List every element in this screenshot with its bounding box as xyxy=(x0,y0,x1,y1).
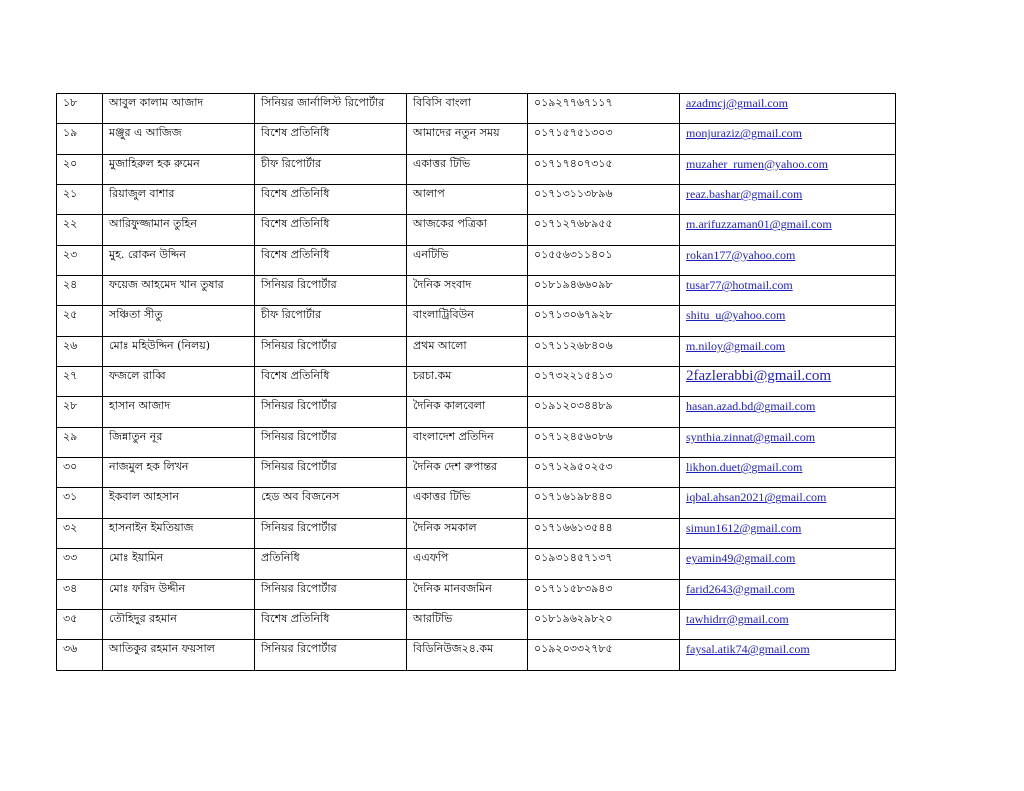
name-cell: নাজমুল হক লিখন xyxy=(103,458,255,488)
phone-cell: ০১৭১৭৪০৭৩১৫ xyxy=(528,154,680,184)
serial-cell: ৩১ xyxy=(57,488,103,518)
organization-cell: দৈনিক মানবজমিন xyxy=(407,579,528,609)
serial-cell: ২৭ xyxy=(57,367,103,397)
email-cell xyxy=(680,94,896,124)
serial-cell: ২১ xyxy=(57,185,103,215)
serial-cell: ৩৫ xyxy=(57,609,103,639)
email-link[interactable]: monjuraziz@gmail.com xyxy=(686,126,803,141)
contact-table xyxy=(56,93,896,671)
designation-cell: চীফ রিপোর্টার xyxy=(255,306,407,336)
email-cell xyxy=(680,518,896,548)
name-cell: ফজলে রাব্বি xyxy=(103,367,255,397)
phone-cell: ০১৭৩২২১৫৪১৩ xyxy=(528,367,680,397)
email-cell xyxy=(680,154,896,184)
email-cell xyxy=(680,427,896,457)
phone-cell: ০১৭১৬১৯৮৪৪০ xyxy=(528,488,680,518)
phone-cell: ০১৭১৩০৬৭৯২৮ xyxy=(528,306,680,336)
designation-cell: বিশেষ প্রতিনিধি xyxy=(255,124,407,154)
email-link[interactable]: tusar77@hotmail.com xyxy=(686,278,793,293)
name-cell: আবুল কালাম আজাদ xyxy=(103,94,255,124)
email-cell xyxy=(680,336,896,366)
phone-cell: ০১৫৫৬৩১১৪০১ xyxy=(528,245,680,275)
email-link[interactable]: farid2643@gmail.com xyxy=(686,581,795,596)
name-cell: ইকবাল আহসান xyxy=(103,488,255,518)
table-row xyxy=(57,245,896,275)
serial-cell: ৩৪ xyxy=(57,579,103,609)
phone-cell: ০১৭১২৯৫০২৫৩ xyxy=(528,458,680,488)
organization-cell: প্রথম আলো xyxy=(407,336,528,366)
email-link[interactable]: hasan.azad.bd@gmail.com xyxy=(686,399,816,414)
name-cell: মুজাহিরুল হক রুমেন xyxy=(103,154,255,184)
table-row xyxy=(57,579,896,609)
serial-cell: ২৮ xyxy=(57,397,103,427)
serial-cell: ২০ xyxy=(57,154,103,184)
email-link[interactable]: faysal.atik74@gmail.com xyxy=(686,642,810,657)
designation-cell: হেড অব বিজনেস xyxy=(255,488,407,518)
email-link[interactable]: azadmcj@gmail.com xyxy=(686,96,789,110)
table-row xyxy=(57,94,896,124)
email-cell xyxy=(680,367,896,397)
serial-cell: ২৪ xyxy=(57,276,103,306)
serial-cell: ২৩ xyxy=(57,245,103,275)
email-cell xyxy=(680,488,896,518)
serial-cell: ৩২ xyxy=(57,518,103,548)
contact-table-wrapper xyxy=(56,93,896,671)
organization-cell: বিডিনিউজ২৪.কম xyxy=(407,640,528,670)
phone-cell: ০১৭১৬৬১৩৫৪৪ xyxy=(528,518,680,548)
name-cell: ফয়েজ আহমেদ খান তুষার xyxy=(103,276,255,306)
email-link[interactable]: muzaher_rumen@yahoo.com xyxy=(686,156,829,171)
table-row xyxy=(57,549,896,579)
table-row xyxy=(57,458,896,488)
email-link[interactable]: shitu_u@yahoo.com xyxy=(686,308,786,323)
name-cell: মঞ্জুর এ আজিজ xyxy=(103,124,255,154)
phone-cell: ০১৭১২৪৫৬০৮৬ xyxy=(528,427,680,457)
email-cell xyxy=(680,397,896,427)
phone-cell: ০১৭১৩১১৩৮৯৬ xyxy=(528,185,680,215)
email-cell xyxy=(680,458,896,488)
organization-cell: এনটিভি xyxy=(407,245,528,275)
table-row xyxy=(57,276,896,306)
name-cell: আরিফুজ্জামান তুহিন xyxy=(103,215,255,245)
designation-cell: বিশেষ প্রতিনিধি xyxy=(255,609,407,639)
phone-cell: ০১৯৩১৪৫৭১৩৭ xyxy=(528,549,680,579)
table-row xyxy=(57,427,896,457)
designation-cell: চীফ রিপোর্টার xyxy=(255,154,407,184)
email-cell xyxy=(680,549,896,579)
phone-cell: ০১৭১১৫৮৩৯৪৩ xyxy=(528,579,680,609)
organization-cell: বাংলাট্রিবিউন xyxy=(407,306,528,336)
phone-cell: ০১৯১২০৩৪৪৮৯ xyxy=(528,397,680,427)
name-cell: মোঃ ফরিদ উদ্দীন xyxy=(103,579,255,609)
organization-cell: আজকের পত্রিকা xyxy=(407,215,528,245)
email-link[interactable]: eyamin49@gmail.com xyxy=(686,551,796,566)
email-cell xyxy=(680,245,896,275)
serial-cell: ৩০ xyxy=(57,458,103,488)
email-cell xyxy=(680,306,896,336)
serial-cell: ১৯ xyxy=(57,124,103,154)
email-cell xyxy=(680,579,896,609)
table-row xyxy=(57,185,896,215)
email-link[interactable]: tawhidrr@gmail.com xyxy=(686,611,789,626)
serial-cell: ৩৩ xyxy=(57,549,103,579)
email-link[interactable]: likhon.duet@gmail.com xyxy=(686,460,803,475)
table-row xyxy=(57,154,896,184)
phone-cell: ০১৭১১২৬৮৪০৬ xyxy=(528,336,680,366)
phone-cell: ০১৭১২৭৬৮৯৫৫ xyxy=(528,215,680,245)
organization-cell: দৈনিক সমকাল xyxy=(407,518,528,548)
email-cell xyxy=(680,609,896,639)
organization-cell: এএফপি xyxy=(407,549,528,579)
organization-cell: চরচা.কম xyxy=(407,367,528,397)
serial-cell: ১৮ xyxy=(57,94,103,124)
organization-cell: দৈনিক দেশ রুপান্তর xyxy=(407,458,528,488)
name-cell: মুহ. রোকন উদ্দিন xyxy=(103,245,255,275)
table-row xyxy=(57,306,896,336)
name-cell: মোঃ ইয়ামিন xyxy=(103,549,255,579)
serial-cell: ২৫ xyxy=(57,306,103,336)
table-row xyxy=(57,488,896,518)
email-cell xyxy=(680,640,896,670)
table-row xyxy=(57,397,896,427)
designation-cell: বিশেষ প্রতিনিধি xyxy=(255,367,407,397)
email-link[interactable]: 2fazlerabbi@gmail.com xyxy=(686,368,832,385)
designation-cell: সিনিয়র রিপোর্টার xyxy=(255,518,407,548)
name-cell: তৌহিদুর রহমান xyxy=(103,609,255,639)
designation-cell: সিনিয়র রিপোর্টার xyxy=(255,458,407,488)
serial-cell: ২২ xyxy=(57,215,103,245)
email-link[interactable]: iqbal.ahsan2021@gmail.com xyxy=(686,490,827,505)
serial-cell: ২৯ xyxy=(57,427,103,457)
phone-cell: ০১৭১৫৭৫১৩০৩ xyxy=(528,124,680,154)
email-link[interactable]: reaz.bashar@gmail.com xyxy=(686,187,803,202)
email-link[interactable]: rokan177@yahoo.com xyxy=(686,247,796,262)
phone-cell: ০১৯২৭৭৬৭১১৭ xyxy=(528,94,680,124)
email-link[interactable]: simun1612@gmail.com xyxy=(686,520,802,535)
designation-cell: সিনিয়র রিপোর্টার xyxy=(255,336,407,366)
name-cell: হাসান আজাদ xyxy=(103,397,255,427)
table-row xyxy=(57,609,896,639)
serial-cell: ২৬ xyxy=(57,336,103,366)
designation-cell: সিনিয়র রিপোর্টার xyxy=(255,640,407,670)
table-row xyxy=(57,124,896,154)
name-cell: রিয়াজুল বাশার xyxy=(103,185,255,215)
email-link[interactable]: synthia.zinnat@gmail.com xyxy=(686,429,816,444)
email-cell xyxy=(680,215,896,245)
phone-cell: ০১৮১৯৬২৯৮২০ xyxy=(528,609,680,639)
organization-cell: দৈনিক সংবাদ xyxy=(407,276,528,306)
table-row xyxy=(57,518,896,548)
name-cell: জিন্নাতুন নূর xyxy=(103,427,255,457)
organization-cell: আরটিভি xyxy=(407,609,528,639)
serial-cell: ৩৬ xyxy=(57,640,103,670)
name-cell: আতিকুর রহমান ফয়সাল xyxy=(103,640,255,670)
name-cell: হাসনাইন ইমতিয়াজ xyxy=(103,518,255,548)
table-row xyxy=(57,640,896,670)
designation-cell: বিশেষ প্রতিনিধি xyxy=(255,185,407,215)
organization-cell: একাত্তর টিভি xyxy=(407,154,528,184)
designation-cell: সিনিয়র রিপোর্টার xyxy=(255,579,407,609)
phone-cell: ০১৮১৯৪৬৬০৯৮ xyxy=(528,276,680,306)
table-row xyxy=(57,336,896,366)
organization-cell: দৈনিক কালবেলা xyxy=(407,397,528,427)
organization-cell: আলাপ xyxy=(407,185,528,215)
designation-cell: সিনিয়র জার্নালিস্ট রিপোর্টার xyxy=(255,94,407,124)
phone-cell: ০১৯২০৩৩২৭৮৫ xyxy=(528,640,680,670)
organization-cell: একাত্তর টিভি xyxy=(407,488,528,518)
email-cell xyxy=(680,124,896,154)
designation-cell: সিনিয়র রিপোর্টার xyxy=(255,276,407,306)
table-row xyxy=(57,215,896,245)
designation-cell: বিশেষ প্রতিনিধি xyxy=(255,215,407,245)
name-cell: সঞ্চিতা সীতু xyxy=(103,306,255,336)
table-row xyxy=(57,367,896,397)
designation-cell: সিনিয়র রিপোর্টার xyxy=(255,427,407,457)
email-cell xyxy=(680,185,896,215)
organization-cell: বিবিসি বাংলা xyxy=(407,94,528,124)
designation-cell: সিনিয়র রিপোর্টার xyxy=(255,397,407,427)
name-cell: মোঃ মহিউদ্দিন (নিলয়) xyxy=(103,336,255,366)
email-link[interactable]: m.niloy@gmail.com xyxy=(686,338,786,353)
designation-cell: বিশেষ প্রতিনিধি xyxy=(255,245,407,275)
email-cell xyxy=(680,276,896,306)
organization-cell: আমাদের নতুন সময় xyxy=(407,124,528,154)
email-link[interactable]: m.arifuzzaman01@gmail.com xyxy=(686,217,832,232)
designation-cell: প্রতিনিধি xyxy=(255,549,407,579)
contact-table-body xyxy=(57,94,896,671)
organization-cell: বাংলাদেশ প্রতিদিন xyxy=(407,427,528,457)
